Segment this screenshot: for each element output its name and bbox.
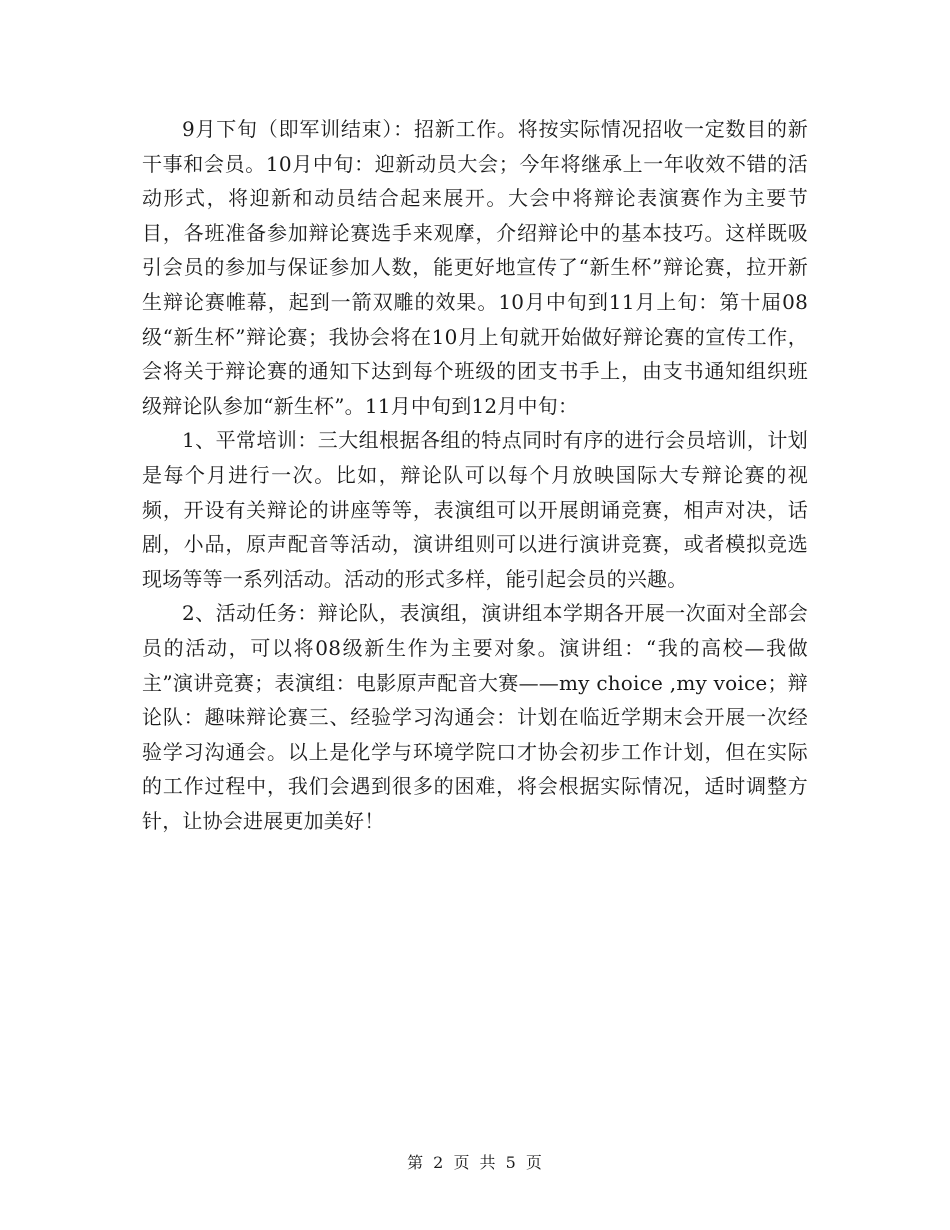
page-number-footer: 第 2 页 共 5 页 xyxy=(407,1153,543,1172)
document-body xyxy=(142,112,808,838)
paragraph-schedule: 9月下旬（即军训结束）：招新工作。将按实际情况招收一定数目的新干事和会员。10月中旬：迎新动员大会；今年将继承上一年收效不错的活动形式，将迎新和动员结合起来展开。大会中将辩论表演赛作为主要节目，各班准备参加辩论赛选手来观摩，介绍辩论中的基本技巧。这样既吸引会员的参加与保证参加人数，能更好地宣传了“新生杯”辩论赛，拉开新生辩论赛帷幕，起到一箭双雕的效果。10月中旬到11月上旬：第十届08级“新生杯”辩论赛；我协会将在10月上旬就开始做好辩论赛的宣传工作，会将关于辩论赛的通知下达到每个班级的团支书手上，由支书通知组织班级辩论队参加“新生杯”。11月中旬到12月中旬： xyxy=(142,117,808,418)
paragraph-regular-training: 1、平常培训：三大组根据各组的特点同时有序的进行会员培训，计划是每个月进行一次。比如，辩论队可以每个月放映国际大专辩论赛的视频，开设有关辩论的讲座等等，表演组可以开展朗诵竞赛，相声对决，话剧，小品，原声配音等活动，演讲组则可以进行演讲竞赛，或者模拟竞选现场等等一系列活动。活动的形式多样，能引起会员的兴趣。 xyxy=(142,428,808,591)
paragraph-activity-tasks: 2、活动任务：辩论队，表演组，演讲组本学期各开展一次面对全部会员的活动，可以将08级新生作为主要对象。演讲组：“我的高校—我做主”演讲竞赛；表演组：电影原声配音大赛——my choice ,my voice；辩论队：趣味辩论赛三、经验学习沟通会：计划在临近学期末会开展一次经验学习沟通会。以上是化学与环境学院口才协会初步工作计划，但在实际的工作过程中，我们会遇到很多的困难，将会根据实际情况，适时调整方针，让协会进展更加美好！ xyxy=(142,601,808,833)
